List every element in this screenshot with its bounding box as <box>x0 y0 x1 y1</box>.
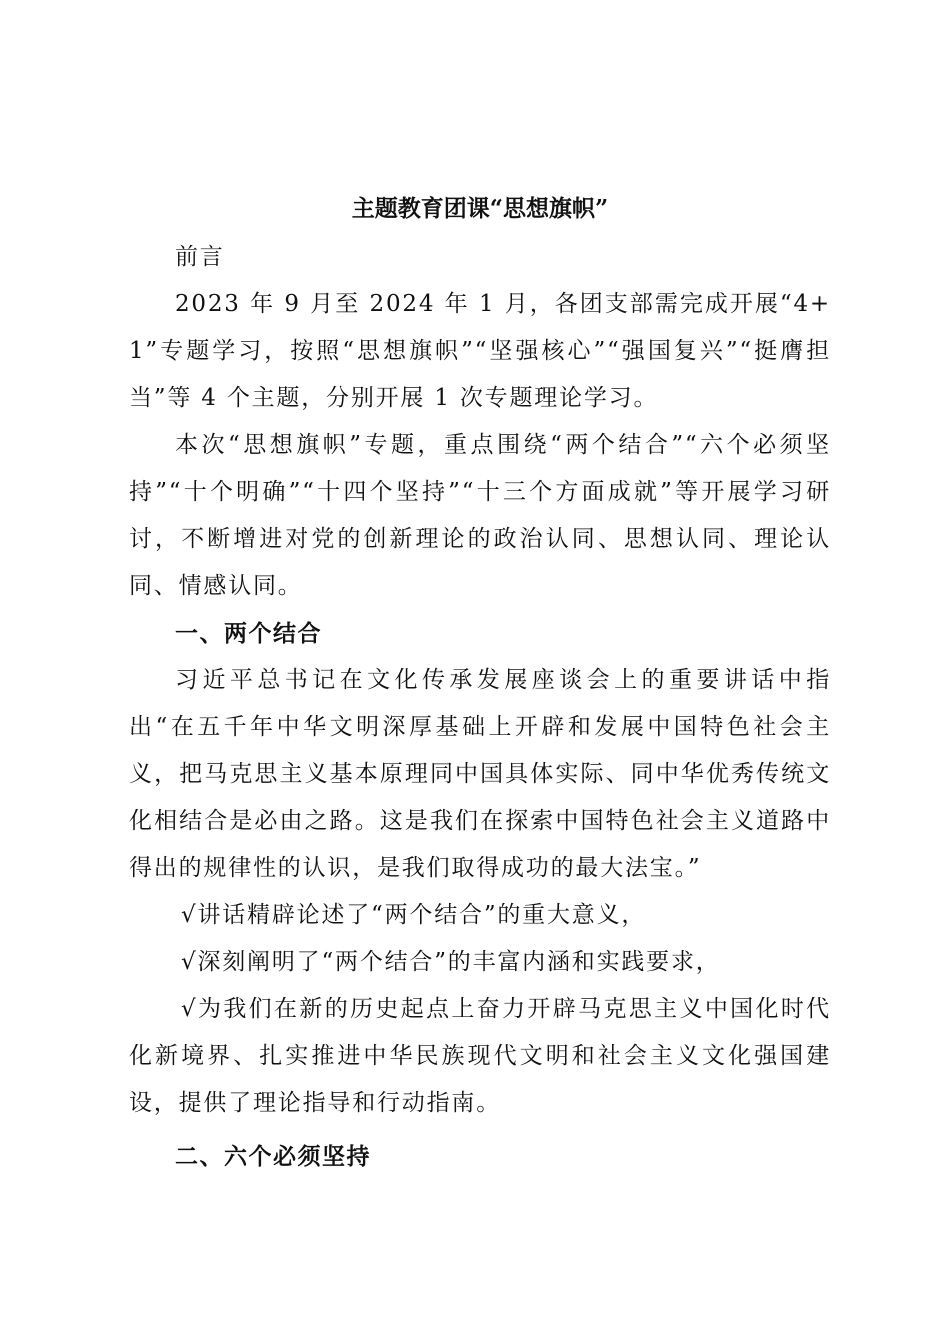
preface-label: 前言 <box>175 244 225 270</box>
paragraph-topic: 本次“思想旗帜”专题，重点围绕“两个结合”“六个必须坚持”“十个明确”“十四个坚持”“十三个方面成就”等开展学习研讨，不断增进对党的创新理论的政治认同、思想认同、理论认同、情感认同。 <box>129 432 831 599</box>
check-item: √为我们在新的历史起点上奋力开辟马克思主义中国化时代化新境界、扎实推进中华民族现代文明和社会主义文化强国建设，提供了理论指导和行动指南。 <box>129 996 831 1116</box>
section-heading-six-musts: 二、六个必须坚持 <box>175 1143 371 1170</box>
section-heading-two-combinations: 一、两个结合 <box>175 620 322 647</box>
document-title: 主题教育团课“思想旗帜” <box>351 195 609 222</box>
check-item: √深刻阐明了“两个结合”的丰富内涵和实践要求， <box>181 949 721 975</box>
document-page <box>129 186 831 1180</box>
check-item: √讲话精辟论述了“两个结合”的重大意义， <box>181 902 647 928</box>
paragraph-intro: 2023 年 9 月至 2024 年 1 月，各团支部需完成开展“4+1”专题学习，按照“思想旗帜”“坚强核心”“强国复兴”“挺膺担当”等 4 个主题，分别开展 1 次专题理论学习。 <box>129 291 831 411</box>
paragraph-speech-quote: 习近平总书记在文化传承发展座谈会上的重要讲话中指出“在五千年中华文明深厚基础上开辟和发展中国特色社会主义，把马克思主义基本原理同中国具体实际、同中华优秀传统文化相结合是必由之路。这是我们在探索中国特色社会主义道路中得出的规律性的认识，是我们取得成功的最大法宝。” <box>129 667 831 881</box>
